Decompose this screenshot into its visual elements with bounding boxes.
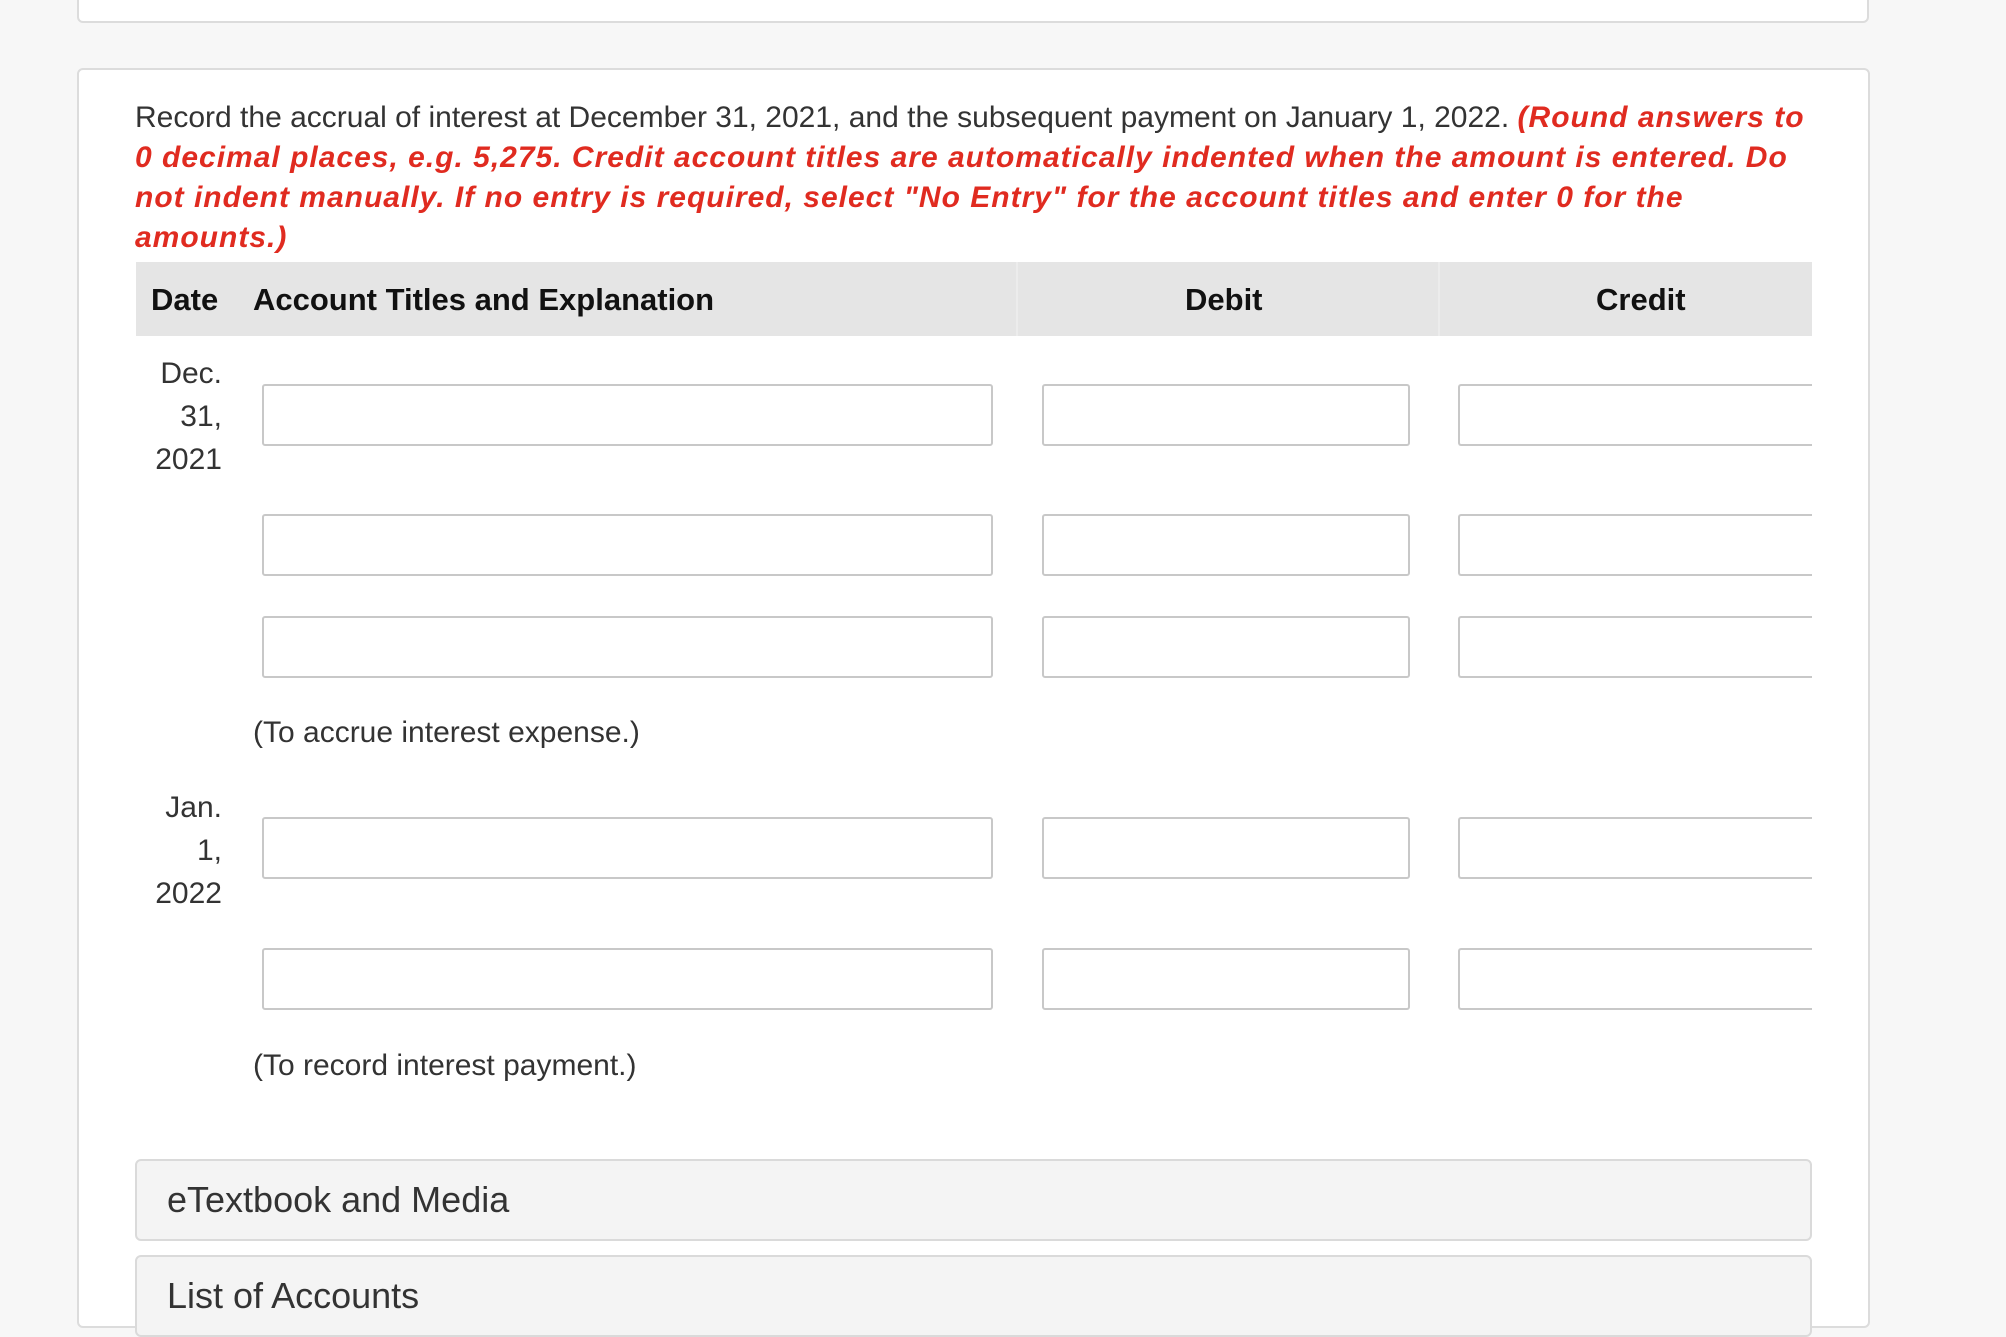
debit-amount-field[interactable] (1042, 948, 1410, 1010)
debit-amount-field[interactable] (1042, 514, 1410, 576)
entry-explanation: (To record interest payment.) (253, 1049, 637, 1082)
date-year: 2022 (155, 877, 222, 910)
account-title-field[interactable] (262, 948, 993, 1010)
header-credit: Credit (1596, 282, 1686, 317)
account-title-field[interactable] (262, 514, 993, 576)
header-account: Account Titles and Explanation (253, 282, 715, 317)
debit-amount-field[interactable] (1042, 384, 1410, 446)
credit-amount-field[interactable] (1458, 616, 1812, 678)
credit-amount-field[interactable] (1458, 384, 1812, 446)
entry-explanation: (To accrue interest expense.) (253, 716, 640, 749)
account-title-field[interactable] (262, 817, 993, 879)
header-debit: Debit (1185, 282, 1263, 317)
etextbook-label: eTextbook and Media (167, 1179, 510, 1220)
credit-amount-field[interactable] (1458, 948, 1812, 1010)
debit-amount-field[interactable] (1042, 817, 1410, 879)
debit-amount-field[interactable] (1042, 616, 1410, 678)
question-instructions (135, 98, 1815, 258)
header-divider (1016, 262, 1018, 336)
date-month: Dec. (160, 357, 222, 390)
previous-card (77, 0, 1869, 23)
journal-header (136, 262, 1812, 336)
account-title-field[interactable] (262, 616, 993, 678)
header-date: Date (151, 282, 219, 317)
date-day: 1, (196, 834, 222, 867)
question-note: (Round answers to 0 decimal places, e.g. 5,275. Credit account titles are automatically indented when the amount is entered. Do not indent manually. If no entry is required, select "No Entry" for the account titles and enter 0 for the amounts.) (135, 101, 1805, 254)
account-title-field[interactable] (262, 384, 993, 446)
question-text: Record the accrual of interest at December 31, 2021, and the subsequent payment on January 1, 2022. (135, 101, 1510, 134)
header-divider (1438, 262, 1440, 336)
entry-date (102, 352, 222, 481)
date-year: 2021 (155, 443, 222, 476)
entry-date (102, 786, 222, 915)
list-of-accounts-panel[interactable] (135, 1255, 1812, 1337)
credit-amount-field[interactable] (1458, 817, 1812, 879)
date-month: Jan. (165, 791, 222, 824)
list-of-accounts-label: List of Accounts (167, 1275, 420, 1316)
etextbook-panel[interactable] (135, 1159, 1812, 1241)
date-day: 31, (180, 400, 222, 433)
credit-amount-field[interactable] (1458, 514, 1812, 576)
